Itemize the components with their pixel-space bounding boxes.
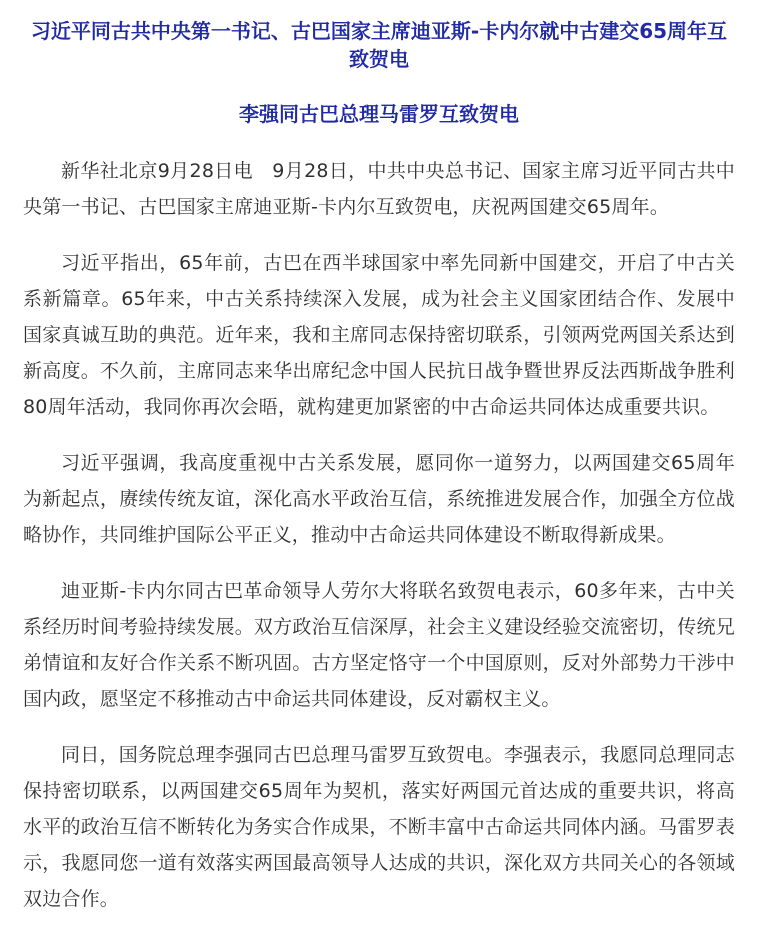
paragraph-li-qiang-marrero: 同日，国务院总理李强同古巴总理马雷罗互致贺电。李强表示，我愿同总理同志保持密切联系，以两国建交65周年为契机，落实好两国元首达成的重要共识，将高水平的政治互信不断转化为务实合作成果，不断丰富中古命运共同体内涵。马雷罗表示，我愿同您一道有效落实两国最高领导人达成的共识，深化双方共同关心的各领域双边合作。	[23, 744, 735, 910]
article-title-line-1: 习近平同古共中央第一书记、古巴国家主席迪亚斯-卡内尔就中古建交65周年互致贺电	[30, 19, 728, 71]
article-body	[23, 153, 735, 917]
article-title	[23, 0, 735, 128]
article-title-line-2: 李强同古巴总理马雷罗互致贺电	[239, 102, 519, 126]
paragraph-xi-statement-2: 习近平强调，我高度重视中古关系发展，愿同你一道努力，以两国建交65周年为新起点，赓续传统友谊，深化高水平政治互信，系统推进发展合作，加强全方位战略协作，共同维护国际公平正义，推动中古命运共同体建设不断取得新成果。	[23, 452, 735, 546]
paragraph-diaz-canel-statement: 迪亚斯-卡内尔同古巴革命领导人劳尔大将联名致贺电表示，60多年来，古中关系经历时间考验持续发展。双方政治互信深厚，社会主义建设经验交流密切，传统兄弟情谊和友好合作关系不断巩固。古方坚定恪守一个中国原则，反对外部势力干涉中国内政，愿坚定不移推动古中命运共同体建设，反对霸权主义。	[23, 580, 735, 710]
paragraph-xi-statement-1: 习近平指出，65年前，古巴在西半球国家中率先同新中国建交，开启了中古关系新篇章。65年来，中古关系持续深入发展，成为社会主义国家团结合作、发展中国家真诚互助的典范。近年来，我和主席同志保持密切联系，引领两党两国关系达到新高度。不久前，主席同志来华出席纪念中国人民抗日战争暨世界反法西斯战争胜利80周年活动，我同你再次会晤，就构建更加紧密的中古命运共同体达成重要共识。	[23, 252, 735, 418]
paragraph-dateline: 新华社北京9月28日电 9月28日，中共中央总书记、国家主席习近平同古共中央第一书记、古巴国家主席迪亚斯-卡内尔互致贺电，庆祝两国建交65周年。	[23, 160, 735, 218]
